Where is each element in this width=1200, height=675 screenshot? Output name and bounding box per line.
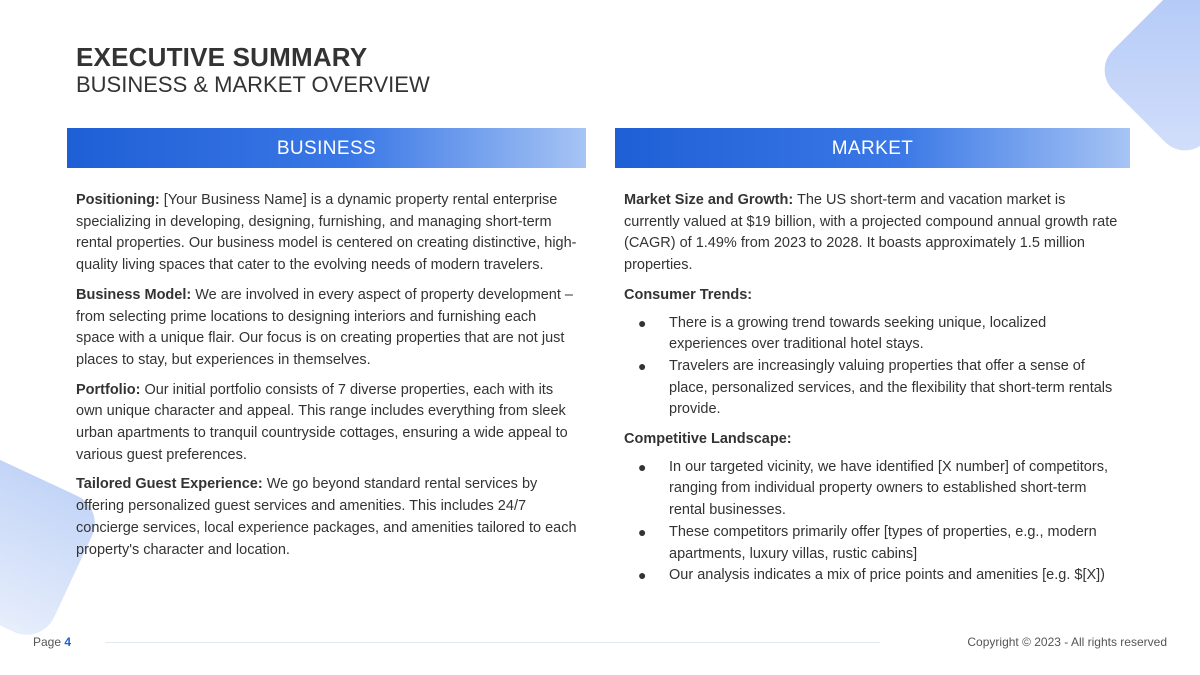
list-item — [624, 457, 1121, 522]
portfolio-text: Our initial portfolio consists of 7 diverse properties, each with its own unique character and appeal. This range includes everything from sleek urban apartments to tranquil countryside cottages, ensuring a wide appeal to various guest preferences. — [76, 381, 568, 463]
positioning-label: Positioning: — [76, 192, 160, 208]
list-item — [624, 565, 1121, 587]
business-header: BUSINESS — [67, 128, 586, 168]
page-subtitle: BUSINESS & MARKET OVERVIEW — [76, 72, 430, 97]
guest-experience-label: Tailored Guest Experience: — [76, 476, 263, 493]
consumer-trends-heading: Consumer Trends: — [624, 286, 753, 303]
bullet-icon: ● — [638, 458, 647, 475]
portfolio-label: Portfolio: — [76, 381, 141, 398]
bullet-icon: ● — [638, 357, 647, 374]
portfolio-paragraph — [76, 380, 577, 467]
list-item-text: There is a growing trend towards seeking unique, localized experiences over traditional hotel stays. — [669, 314, 1047, 353]
business-model-paragraph — [76, 285, 577, 372]
market-size-label: Market Size and Growth: — [624, 192, 794, 208]
consumer-trends-list — [624, 313, 1121, 422]
market-body — [615, 168, 1130, 587]
competitive-landscape-list — [624, 457, 1121, 587]
copyright-text: Copyright © 2023 - All rights reserved — [967, 635, 1167, 649]
page-number-value: 4 — [64, 635, 72, 649]
page-number — [33, 635, 71, 649]
page-title: EXECUTIVE SUMMARY — [76, 42, 368, 72]
competitive-landscape-heading: Competitive Landscape: — [624, 431, 792, 448]
list-item — [624, 356, 1121, 421]
list-item — [624, 522, 1121, 565]
list-item-text: Our analysis indicates a mix of price points and amenities [e.g. $[X]) — [669, 567, 1106, 584]
market-section — [615, 128, 1130, 595]
list-item-text: In our targeted vicinity, we have identified [X number] of competitors, ranging from individual property owners to established short-term rental businesses. — [669, 458, 1108, 519]
business-model-text: We are involved in every aspect of property development – from selecting prime locations to designing interiors and furnishing each space with a unique flair. Our focus is on creating properties that are not just places to stay, but experiences in themselves. — [76, 286, 573, 368]
positioning-text: [Your Business Name] is a dynamic property rental enterprise specializing in developing, designing, furnishing, and managing short-term rental properties. Our business model is centered on creating distinctive, high-quality living spaces that cater to the evolving needs of modern travelers. — [76, 192, 577, 274]
list-item-text: These competitors primarily offer [types of properties, e.g., modern apartments, luxury villas, rustic cabins] — [669, 523, 1097, 562]
list-item — [624, 313, 1121, 356]
list-item-text: Travelers are increasingly valuing properties that offer a sense of place, personalized services, and the flexibility that short-term rentals provide. — [669, 357, 1113, 418]
bullet-icon: ● — [638, 523, 647, 540]
bullet-icon: ● — [638, 567, 647, 584]
market-size-text: The US short-term and vacation market is currently valued at $19 billion, with a projected compound annual growth rate (CAGR) of 1.49% from 2023 to 2028. It boasts approximately 1.5 million properties. — [624, 192, 1118, 274]
guest-experience-text: We go beyond standard rental services by offering personalized guest services and amenities. This includes 24/7 concierge services, local experience packages, and amenities tailored to each property's character and location. — [76, 476, 577, 558]
business-model-label: Business Model: — [76, 286, 192, 303]
business-body — [67, 168, 586, 561]
guest-experience-paragraph — [76, 474, 577, 561]
market-header: MARKET — [615, 128, 1130, 168]
page-label: Page — [33, 635, 62, 649]
positioning-paragraph — [76, 190, 577, 277]
bullet-icon: ● — [638, 314, 647, 331]
market-size-paragraph — [624, 190, 1121, 277]
footer-divider — [105, 642, 880, 643]
business-section — [67, 128, 586, 569]
